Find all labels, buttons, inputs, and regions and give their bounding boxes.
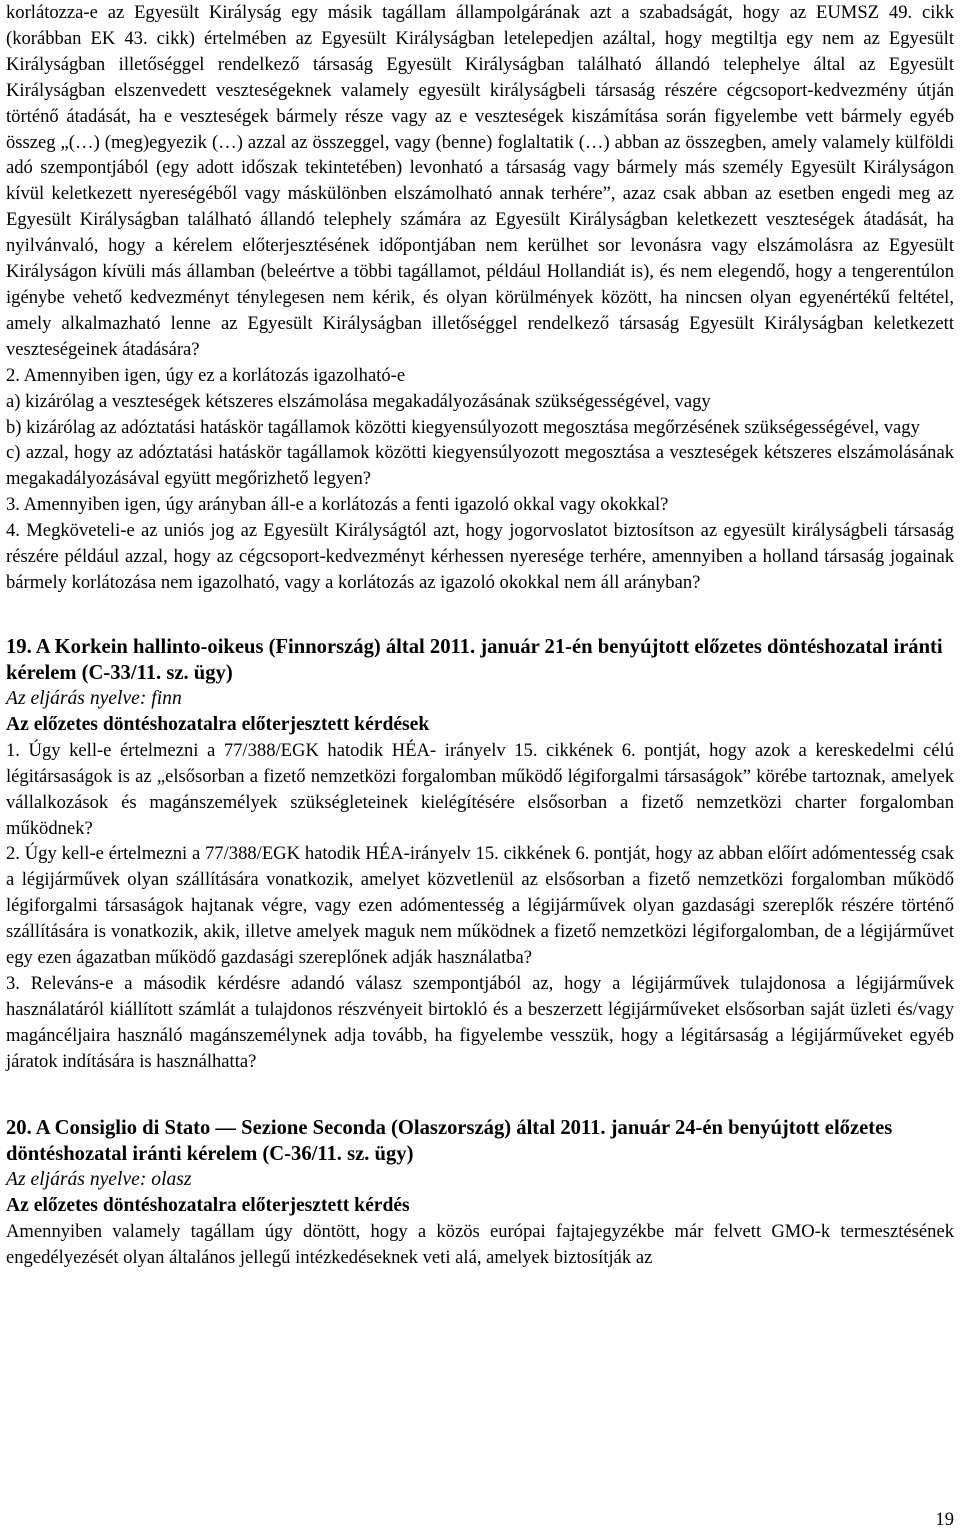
section-20-language: Az eljárás nyelve: olasz [6, 1168, 192, 1190]
section-19-language: Az eljárás nyelve: finn [6, 687, 182, 709]
document-page [6, 0, 954, 1270]
section-19-question-2: 2. Úgy kell-e értelmezni a 77/388/EGK hatodik HÉA-irányelv 15. cikkének 6. pontját, hogy az abban előírt adómentesség csak a légijárművek olyan szállítására vonatkozik, amelyet közvetlenül az elsősorban a fizető nemzetközi forgalomban működő légiforgalmi társaságok hajtanak végre, vagy ezen adómentesség a légijárművek olyan gazdasági szereplők részére történő szállítására is vonatkozik, akik, illetve amelyek maguk nem működnek a fizető nemzetközi légiforgalomban, de a légijárművet egy ezen ágazatban működő gazdasági szereplőnek adják használatba? [6, 843, 954, 969]
page-number: 19 [935, 1509, 954, 1530]
question-2a: a) kizárólag a veszteségek kétszeres elszámolása megakadályozásának szükségességével, vagy [6, 390, 711, 412]
section-19-question-3: 3. Releváns-e a második kérdésre adandó válasz szempontjából az, hogy a légijárművek tulajdonosa a légijárművek használatáról kiállított számlát a tulajdonos részvényeit birtokló és a beszerzett légijárműveket elsősorban saját üzleti és/vagy magáncéljaira használó magánszemélynek adja tovább, ha figyelembe vesszük, hogy a légitársaság a légijárműveket egyéb járatok indítására is használhatta? [6, 973, 954, 1072]
intro-paragraph: korlátozza-e az Egyesült Királyság egy másik tagállam állampolgárának azt a szabadságát, hogy az EUMSZ 49. cikk (korábban EK 43. cikk) értelmében az Egyesült Királyságban letelepedjen azáltal, hogy megtiltja egy nem az Egyesült Királyságban illetőséggel rendelkező társaság Egyesült Királyságban található állandó telephelye által az Egyesült Királyságban elszenvedett veszteségeknek valamely egyesült királyságbeli társaság részére cégcsoport-kedvezmény útján történő átadását, ha e veszteségek bármely része vagy az e veszteségek kiszámítása során figyelembe vett bármely egyéb összeg „(…) (meg)egyezik (…) azzal az összeggel, vagy (benne) foglaltatik (…) abban az összegben, amely valamely külföldi adó szempontjából (egy adott időszak tekintetében) levonható a társaság vagy bármely más személy Egyesült Királyságon kívül keletkezett nyereségéből vagy máskülönben elszámolható annak terhére”, azaz csak abban az esetben engedi meg az Egyesült Királyságban található állandó telephely számára az Egyesült Királyságban keletkezett veszteségek átadását, ha nyilvánvaló, hogy a kérelem előterjesztésének időpontjában nem kerülhet sor levonásra vagy elszámolásra az Egyesült Királyságon kívüli más államban (beleértve a többi tagállamot, például Hollandiát is), és nem elegendő, hogy a tengerentúlon igénybe vehető kedvezményt ténylegesen nem kérik, és olyan körülmények között, ha nincsen olyan egyenértékű feltétel, amely alkalmazható lenne az Egyesült Királyságban illetőséggel rendelkező társaság Egyesült Királyságban keletkezett veszteségeinek átadására? [6, 2, 954, 360]
question-4: 4. Megköveteli-e az uniós jog az Egyesült Királyságtól azt, hogy jogorvoslatot biztosítson az egyesült királyságbeli társaság részére például azzal, hogy az cégcsoport-kedvezményt kérhessen nyeresége terhére, amennyiben a holland társaság jogainak bármely korlátozása nem igazolható, vagy a korlátozás az igazoló okokkal nem áll arányban? [6, 520, 954, 593]
question-2b: b) kizárólag az adóztatási hatáskör tagállamok közötti kiegyensúlyozott megosztása megőrzésének szükségességével, vagy [6, 416, 920, 438]
section-19-question-1: 1. Úgy kell-e értelmezni a 77/388/EGK hatodik HÉA- irányelv 15. cikkének 6. pontját, hogy azok a kereskedelmi célú légitársaságok is az „elsősorban a fizető nemzetközi forgalomban működő légiforgalmi társaságok” körébe tartoznak, amelyek vállalkozások és magánszemélyek szükségleteinek kielégítésére elsősorban a fizető nemzetközi charter forgalomban működnek? [6, 739, 954, 839]
section-19-heading: 19. A Korkein hallinto-oikeus (Finnország) által 2011. január 21-én benyújtott előzetes döntéshozatal iránti kérelem (C-33/11. sz. ügy) [6, 635, 943, 684]
section-20-subheading: Az előzetes döntéshozatalra előterjesztett kérdés [6, 1194, 410, 1216]
question-3: 3. Amennyiben igen, úgy arányban áll-e a korlátozás a fenti igazoló okkal vagy okokkal? [6, 494, 669, 516]
question-2c: c) azzal, hogy az adóztatási hatáskör tagállamok közötti kiegyensúlyozott megosztása a veszteségek kétszeres elszámolásának megakadályozásával együtt megőrizhető legyen? [6, 442, 954, 490]
question-2: 2. Amennyiben igen, úgy ez a korlátozás igazolható-e [6, 364, 406, 386]
section-20-paragraph: Amennyiben valamely tagállam úgy döntött, hogy a közös európai fajtajegyzékbe már felvett GMO-k termesztésének engedélyezését olyan általános jellegű intézkedéseknek veti alá, amelyek biztosítják az [6, 1220, 954, 1268]
section-19-subheading: Az előzetes döntéshozatalra előterjesztett kérdések [6, 713, 430, 735]
section-20-heading: 20. A Consiglio di Stato — Sezione Seconda (Olaszország) által 2011. január 24-én benyújtott előzetes döntéshozatal iránti kérelem (C-36/11. sz. ügy) [6, 1116, 893, 1165]
